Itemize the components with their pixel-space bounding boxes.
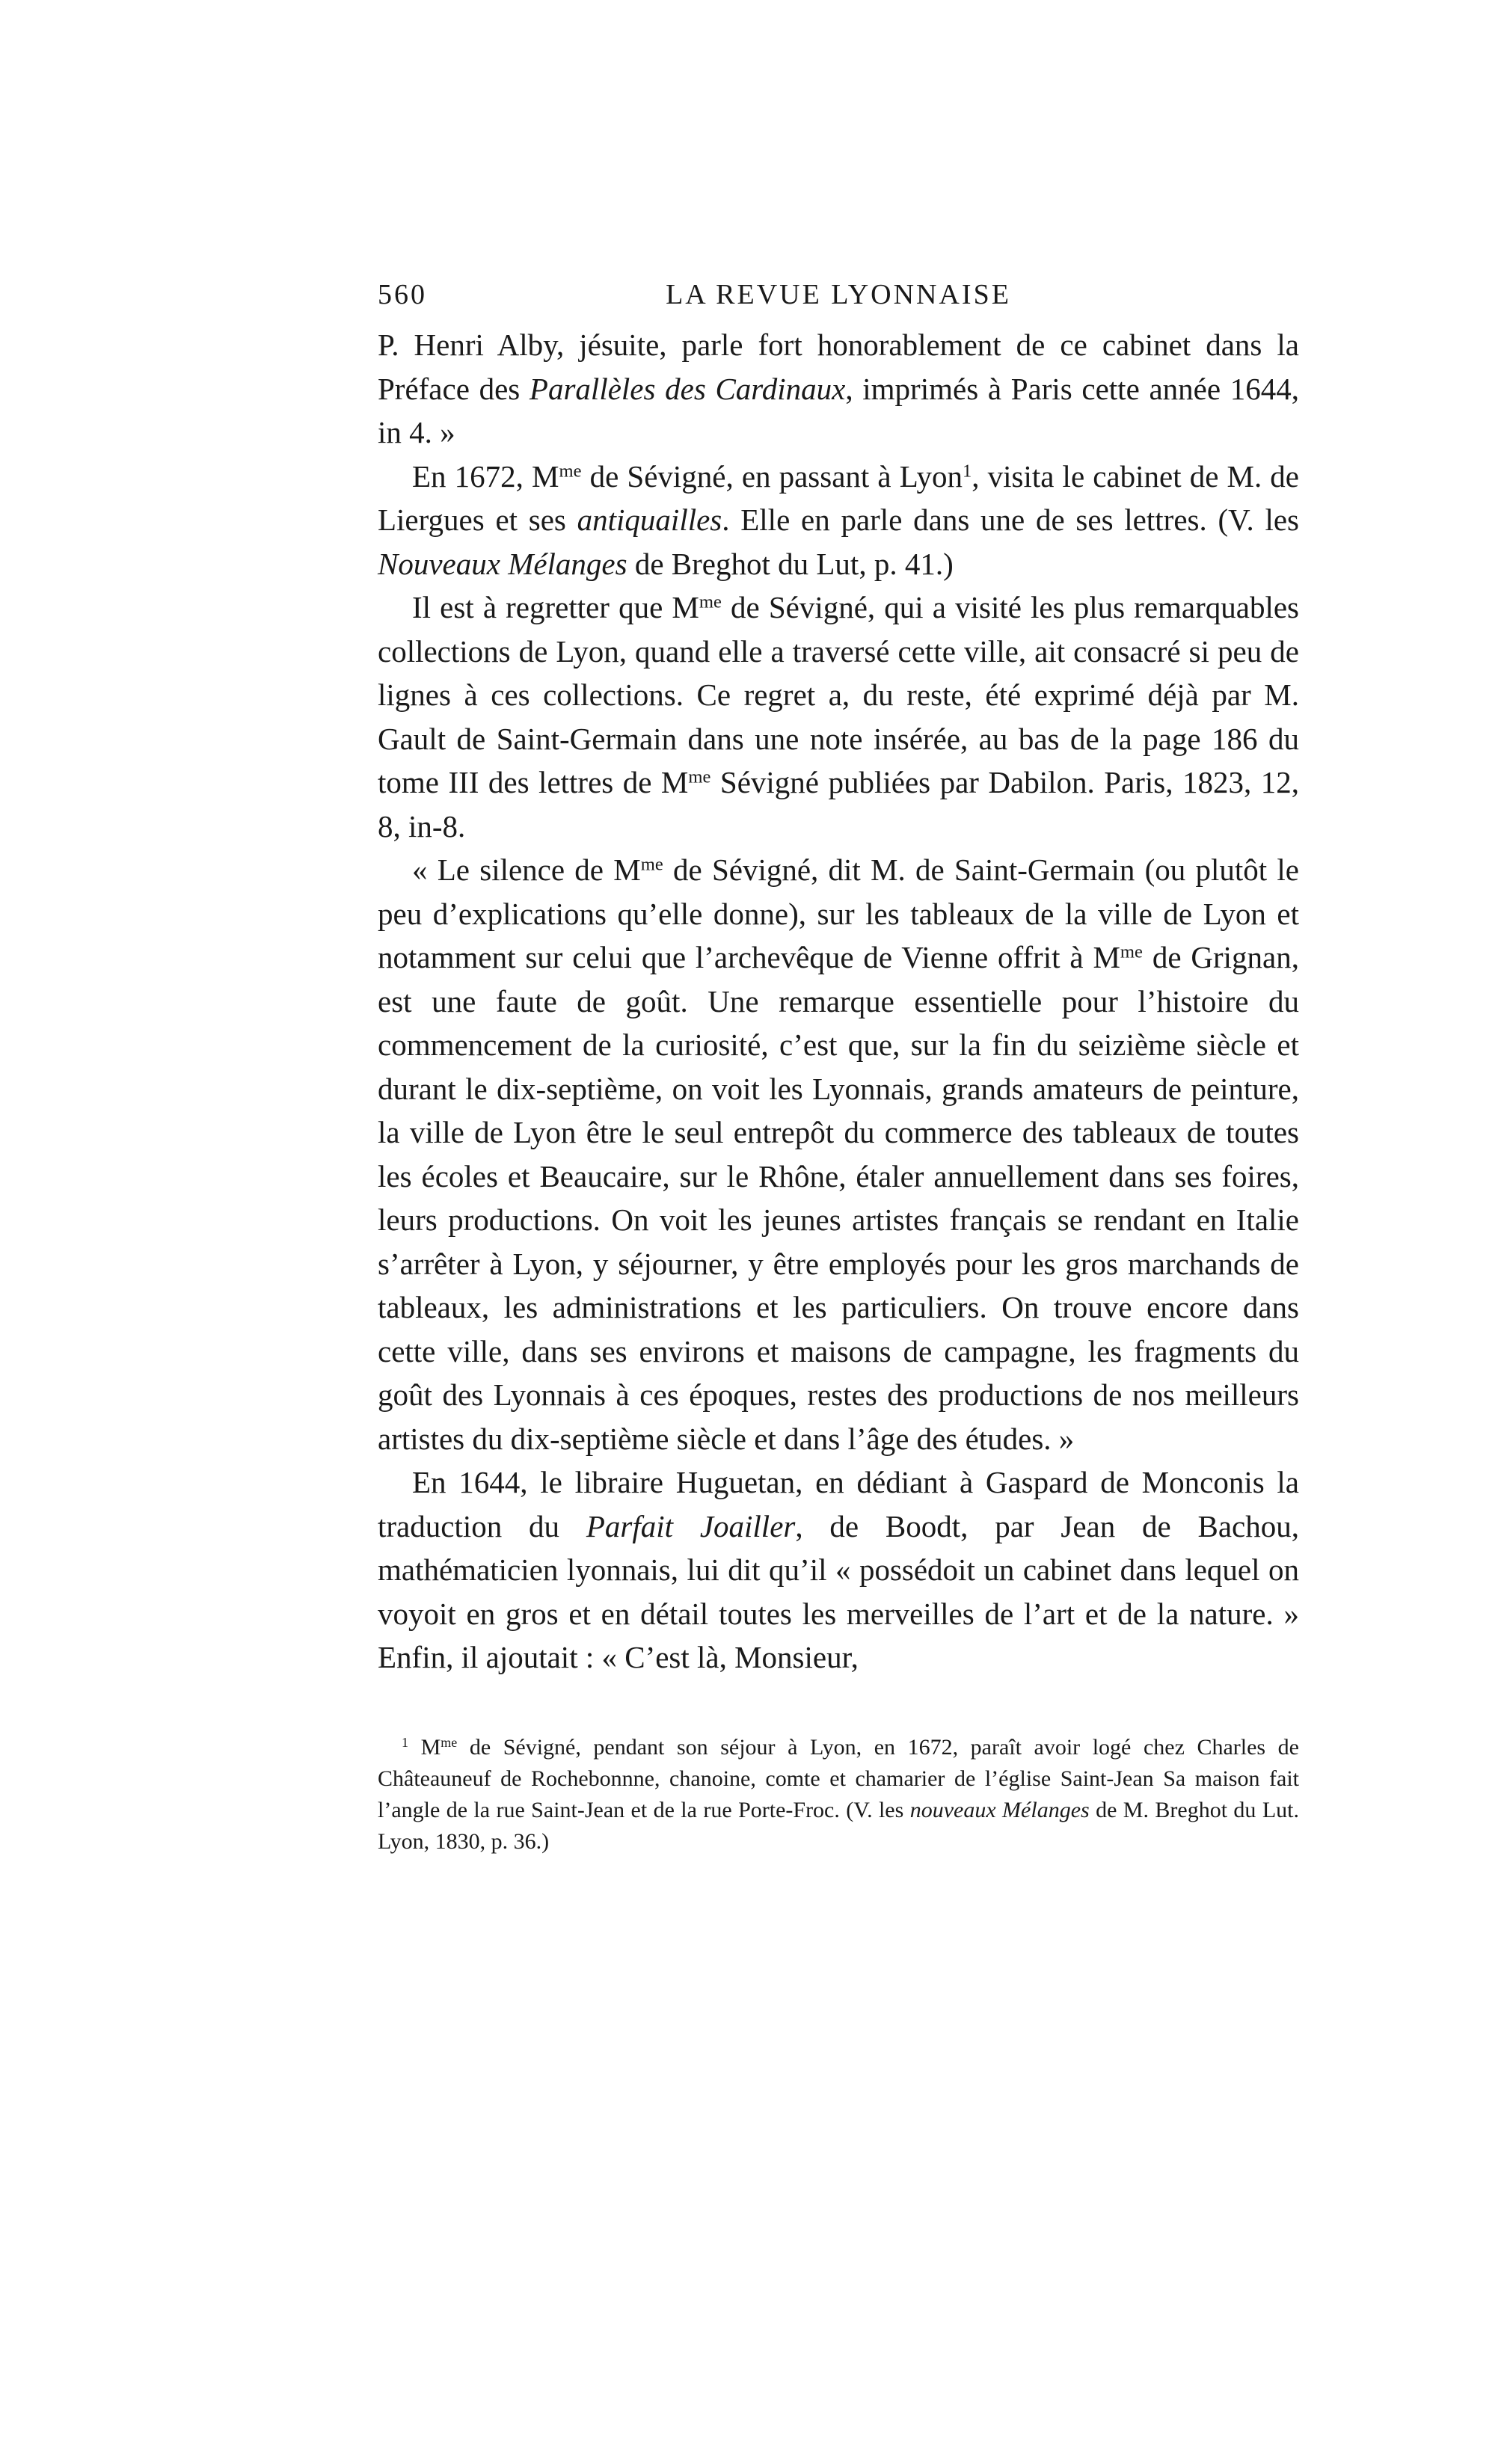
superscript: me xyxy=(441,1734,458,1750)
paragraph xyxy=(378,323,1299,455)
superscript: me xyxy=(640,854,663,875)
document-page xyxy=(378,278,1299,1858)
paragraph xyxy=(378,848,1299,1460)
text-run: , visita le cabinet de M. de Liergues et ses xyxy=(378,458,1299,537)
superscript: me xyxy=(1120,941,1143,962)
italic-title: Parallèles des Cardinaux xyxy=(529,371,846,406)
text-run: de M. Breghot du Lut. Lyon, 1830, p. 36.) xyxy=(378,1797,1299,1854)
italic-title: Parfait Joailler xyxy=(586,1508,796,1543)
text-run: Sévigné publiées par Dabilon. Paris, 1823, 12, 8, in-8. xyxy=(378,765,1299,844)
superscript: me xyxy=(699,592,722,612)
running-head xyxy=(378,278,1299,323)
text-run: de Grignan, est une faute de goût. Une remarque essentielle pour l’histoire du commencement de la curiosité, c’est que, sur la fin du seizième siècle et durant le dix-septième, on voit les Lyonnais, grands amateurs de peinture, la ville de Lyon être le seul entrepôt du commerce des tableaux de toutes les écoles et Beaucaire, sur le Rhône, étaler annuellement dans ses foires, leurs productions. On voit les jeunes artistes français se rendant en Italie s’arrêter à Lyon, y séjourner, y être employés pour les gros marchands de tableaux, les administrations et les particuliers. On trouve encore dans cette ville, dans ses environs et maisons de campagne, les fragments du goût des Lyonnais à ces époques, restes des productions de nos meilleurs artistes du dix-septième siècle et dans l’âge des études. » xyxy=(378,940,1299,1456)
superscript: 1 xyxy=(402,1734,408,1750)
paragraph xyxy=(378,1460,1299,1680)
paragraph xyxy=(378,455,1299,586)
text-run: , imprimés à Paris cette année 1644, in 4. » xyxy=(378,371,1299,449)
text-run: . Elle en parle dans une de ses lettres. (V. les xyxy=(722,503,1299,537)
text-run: de Sévigné, en passant à Lyon xyxy=(581,458,963,494)
paragraph xyxy=(378,586,1299,848)
text-run: de Sévigné, qui a visité les plus remarquables collections de Lyon, quand elle a traversé cette ville, ait consacré si peu de lignes à ces collections. Ce regret a, du reste, été exprimé déjà par M. Gault de Saint-Germain dans une note insérée, au bas de la page 186 du tome III des lettres de M xyxy=(378,590,1299,799)
text-run: M xyxy=(408,1734,441,1760)
text-run: de Breghot du Lut, p. 41.) xyxy=(627,546,954,581)
text-run: En 1644, le libraire Huguetan, en dédiant à Gaspard de Monconis la traduction du xyxy=(378,1465,1299,1543)
text-run: P. Henri Alby, jésuite, parle fort honorablement de ce cabinet dans la Préface des xyxy=(378,328,1299,406)
page-number: 560 xyxy=(378,279,427,310)
superscript: me xyxy=(688,766,711,787)
text-run: « Le silence de M xyxy=(412,852,641,887)
footnote xyxy=(378,1732,1299,1858)
text-run: Il est à regretter que M xyxy=(412,590,699,624)
italic-title: nouveaux Mélanges xyxy=(909,1797,1090,1822)
superscript: 1 xyxy=(962,460,972,481)
text-run: En 1672, M xyxy=(412,458,559,494)
text-run: , de Boodt, par Jean de Bachou, mathématicien lyonnais, lui dit qu’il « possédoit un cabinet dans lequel on voyoit en gros et en détail toutes les merveilles de l’art et de la nature. » Enfin, il ajoutait : « C’est là, Monsieur, xyxy=(378,1508,1300,1674)
footnotes xyxy=(378,1732,1299,1858)
italic-title: antiquailles xyxy=(577,503,722,537)
running-title: LA REVUE LYONNAISE xyxy=(666,279,1011,310)
text-run: de Sévigné, pendant son séjour à Lyon, en 1672, paraît avoir logé chez Charles de Châteauneuf de Rochebonnne, chanoine, comte et chamarier de l’église Saint-Jean Sa maison fait l’angle de la rue Saint-Jean et de la rue Porte-Froc. (V. les xyxy=(378,1734,1299,1822)
text-run: de Sévigné, dit M. de Saint-Germain (ou plutôt le peu d’explications qu’elle donne), sur les tableaux de la ville de Lyon et notamment sur celui que l’archevêque de Vienne offrit à M xyxy=(378,852,1299,974)
superscript: me xyxy=(559,460,582,481)
body-text xyxy=(378,323,1299,1680)
italic-title: Nouveaux Mélanges xyxy=(378,546,627,581)
